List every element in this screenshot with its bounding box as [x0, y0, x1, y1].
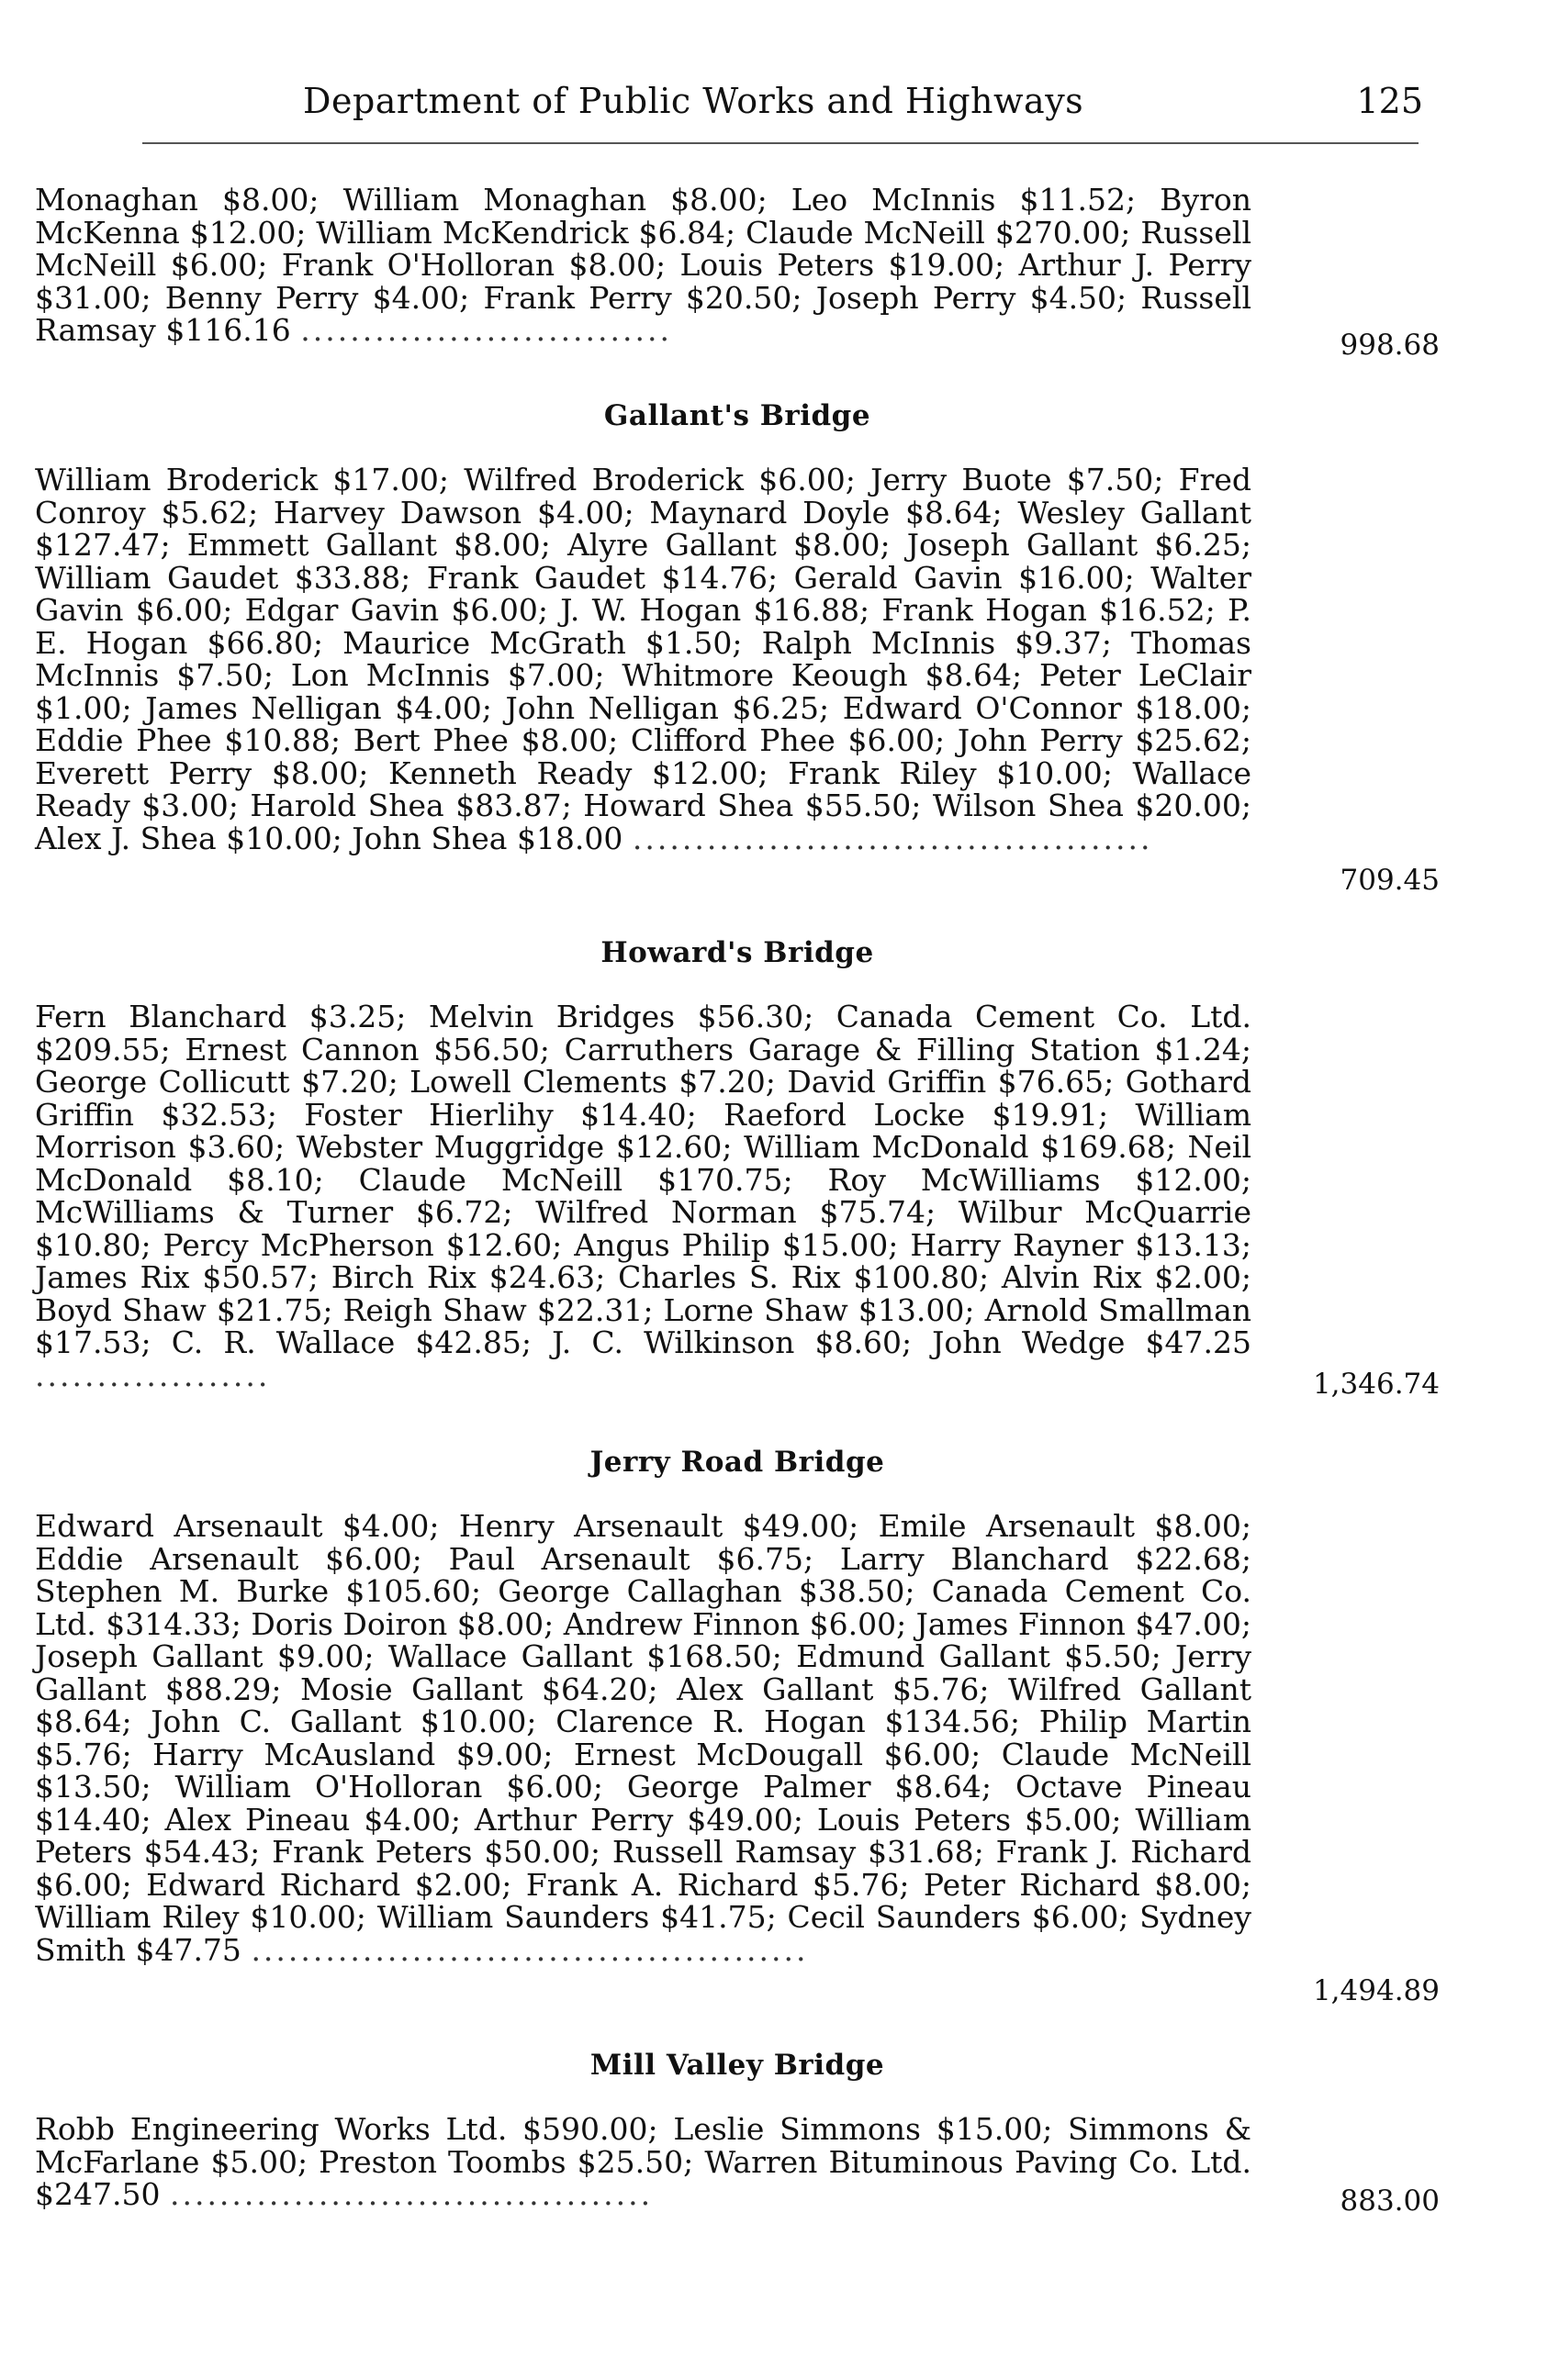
page-header: [303, 81, 1423, 136]
page-number: 125: [1356, 81, 1423, 121]
payment-list-text: Fern Blanchard $3.25; Melvin Bridges $56.30; Canada Cement Co. Ltd. $209.55; Ernest Cannon $56.50; Carruthers Garage & Filling Station $1.24; George Collicutt $7.20; Lowell Clements $7.20; David Griffin $76.65; Gothard Griffin $32.53; Foster Hierlihy $14.40; Raeford Locke $19.91; William Morrison $3.60; Webster Muggridge $12.60; William McDonald $169.68; Neil McDonald $8.10; Claude McNeill $170.75; Roy McWilliams $12.00; McWilliams & Turner $6.72; Wilfred Norman $75.74; Wilbur McQuarrie $10.80; Percy McPherson $12.60; Angus Philip $15.00; Harry Rayner $13.13; James Rix $50.57; Birch Rix $24.63; Charles S. Rix $100.80; Alvin Rix $2.00; Boyd Shaw $21.75; Reigh Shaw $22.31; Lorne Shaw $13.00; Arnold Smallman $17.53; C. R. Wallace $42.85; J. C. Wilkinson $8.60; John Wedge $47.25: [35, 999, 1251, 1360]
payment-list-text: Edward Arsenault $4.00; Henry Arsenault $49.00; Emile Arsenault $8.00; Eddie Arsenault $6.00; Paul Arsenault $6.75; Larry Blanchard $22.68; Stephen M. Burke $105.60; George Callaghan $38.50; Canada Cement Co. Ltd. $314.33; Doris Doiron $8.00; Andrew Finnon $6.00; James Finnon $47.00; Joseph Gallant $9.00; Wallace Gallant $168.50; Edmund Gallant $5.50; Jerry Gallant $88.29; Mosie Gallant $64.20; Alex Gallant $5.76; Wilfred Gallant $8.64; John C. Gallant $10.00; Clarence R. Hogan $134.56; Philip Martin $5.76; Harry McAusland $9.00; Ernest McDougall $6.00; Claude McNeill $13.50; William O'Holloran $6.00; George Palmer $8.64; Octave Pineau $14.40; Alex Pineau $4.00; Arthur Perry $49.00; Louis Peters $5.00; William Peters $54.43; Frank Peters $50.00; Russell Ramsay $31.68; Frank J. Richard $6.00; Edward Richard $2.00; Frank A. Richard $5.76; Peter Richard $8.00; William Riley $10.00; William Saunders $41.75; Cecil Saunders $6.00; Sydney Smith $47.75: [35, 1508, 1251, 1968]
section-total: 1,346.74: [1312, 1368, 1440, 1401]
section-total: 1,494.89: [1312, 1974, 1440, 2007]
dot-leader: ..............................: [300, 312, 672, 348]
payment-list: [35, 464, 1251, 855]
section-total: 883.00: [1340, 2184, 1440, 2218]
running-head: Department of Public Works and Highways: [303, 81, 1084, 121]
dot-leader: ...................: [35, 1357, 271, 1393]
section-total: 998.68: [1340, 329, 1440, 362]
payment-list: [35, 1510, 1251, 1966]
payment-list-text: Robb Engineering Works Ltd. $590.00; Leslie Simmons $15.00; Simmons & McFarlane $5.00; Preston Toombs $25.50; Warren Bituminous Paving Co. Ltd. $247.50: [35, 2111, 1251, 2212]
section-title: Gallant's Bridge: [603, 399, 871, 432]
section-howards-bridge: [35, 936, 1440, 1401]
header-rule: [142, 142, 1419, 144]
payment-list-text: Monaghan $8.00; William Monaghan $8.00; Leo McInnis $11.52; Byron McKenna $12.00; William McKendrick $6.84; Claude McNeill $270.00; Russell McNeill $6.00; Frank O'Holloran $8.00; Louis Peters $19.00; Arthur J. Perry $31.00; Benny Perry $4.00; Frank Perry $20.50; Joseph Perry $4.50; Russell Ramsay $116.16: [35, 182, 1251, 348]
section-gallants-bridge: [35, 399, 1440, 897]
section-total: 709.45: [1340, 864, 1440, 897]
section-title: Mill Valley Bridge: [589, 2049, 885, 2082]
section-mill-valley-bridge: [35, 2049, 1440, 2218]
payment-list: [35, 184, 1251, 347]
section-title: Howard's Bridge: [600, 936, 874, 969]
section-jerry-road-bridge: [35, 1446, 1440, 2007]
payment-list: [35, 2113, 1251, 2211]
dot-leader: .......................................: [169, 2176, 654, 2212]
payment-list: [35, 1000, 1251, 1391]
payment-list-text: William Broderick $17.00; Wilfred Broderick $6.00; Jerry Buote $7.50; Fred Conroy $5.62; Harvey Dawson $4.00; Maynard Doyle $8.64; Wesley Gallant $127.47; Emmett Gallant $8.00; Alyre Gallant $8.00; Joseph Gallant $6.25; William Gaudet $33.88; Frank Gaudet $14.76; Gerald Gavin $16.00; Walter Gavin $6.00; Edgar Gavin $6.00; J. W. Hogan $16.88; Frank Hogan $16.52; P. E. Hogan $66.80; Maurice McGrath $1.50; Ralph McInnis $9.37; Thomas McInnis $7.50; Lon McInnis $7.00; Whitmore Keough $8.64; Peter LeClair $1.00; James Nelligan $4.00; John Nelligan $6.25; Edward O'Connor $18.00; Eddie Phee $10.88; Bert Phee $8.00; Clifford Phee $6.00; John Perry $25.62; Everett Perry $8.00; Kenneth Ready $12.00; Frank Riley $10.00; Wallace Ready $3.00; Harold Shea $83.87; Howard Shea $55.50; Wilson Shea $20.00; Alex J. Shea $10.00; John Shea $18.00: [35, 462, 1251, 856]
dot-leader: ..........................................: [632, 820, 1153, 856]
section-title: Jerry Road Bridge: [589, 1446, 885, 1479]
dot-leader: .............................................: [251, 1931, 809, 1968]
